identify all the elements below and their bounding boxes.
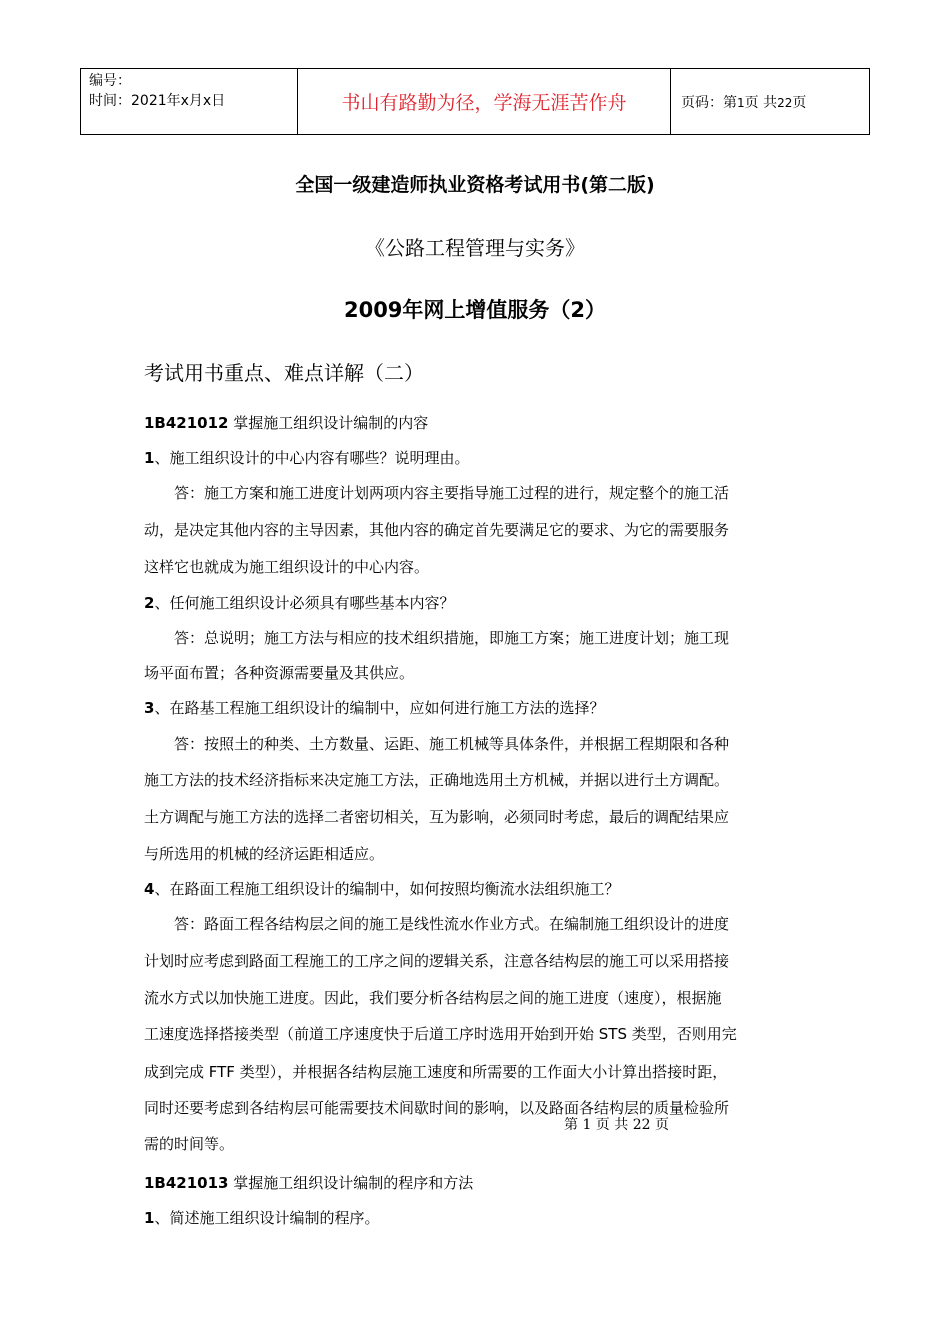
page-current: 1	[737, 95, 745, 110]
text-line	[144, 1097, 810, 1118]
section-title: 考试用书重点、难点详解（二）	[144, 361, 424, 385]
text-line	[144, 1023, 810, 1044]
text-line	[144, 697, 810, 718]
line-text: 、施工组织设计的中心内容有哪些？说明理由。	[154, 449, 470, 467]
header-page-cell	[671, 69, 870, 135]
text-line	[144, 769, 810, 790]
line-text: 、在路基工程施工组织设计的编制中，应如何进行施工方法的选择？	[154, 699, 605, 717]
text-line	[144, 878, 810, 899]
text-line	[144, 843, 810, 864]
line-text: 答：总说明；施工方法与相应的技术组织措施，即施工方案；施工进度计划；施工现	[144, 629, 730, 647]
line-text: 答：施工方案和施工进度计划两项内容主要指导施工过程的进行，规定整个的施工活	[144, 484, 730, 502]
header-meta-cell	[81, 69, 298, 135]
text-line	[144, 913, 810, 934]
line-text: 流水方式以加快施工进度。因此，我们要分析各结构层之间的施工进度（速度），根据施	[144, 989, 722, 1007]
line-text: 土方调配与施工方法的选择二者密切相关，互为影响，必须同时考虑，最后的调配结果应	[144, 808, 730, 826]
text-line	[144, 1172, 810, 1193]
line-text: 掌握施工组织设计编制的内容	[228, 414, 429, 432]
subject-title: 《公路工程管理与实务》	[365, 236, 585, 260]
text-line	[144, 950, 810, 971]
service-title: 2009年网上增值服务（2）	[343, 298, 607, 322]
page-mid: 页 共	[744, 94, 778, 111]
item-code: 1	[144, 1209, 155, 1227]
line-text: 与所选用的机械的经济运距相适应。	[144, 845, 385, 863]
line-text: 掌握施工组织设计编制的程序和方法	[228, 1174, 474, 1192]
line-text: 工速度选择搭接类型（前道工序速度快于后道工序时选用开始到开始 STS 类型，否则用完	[144, 1025, 737, 1043]
footer-page-number: 第 1 页 共 22 页	[564, 1117, 669, 1133]
item-code: 1B421013	[144, 1174, 229, 1192]
item-code: 3	[144, 699, 155, 717]
text-line	[144, 482, 810, 503]
book-title: 全国一级建造师执业资格考试用书(第二版)	[295, 174, 655, 196]
text-line	[144, 806, 810, 827]
text-line	[144, 1207, 810, 1228]
line-text: 这样它也就成为施工组织设计的中心内容。	[144, 558, 430, 576]
item-code: 4	[144, 880, 155, 898]
line-text: 需的时间等。	[144, 1135, 235, 1153]
text-line	[144, 592, 810, 613]
line-text: 、简述施工组织设计编制的程序。	[154, 1209, 380, 1227]
time-label: 时间：2021年x月x日	[89, 93, 226, 109]
line-text: 场平面布置；各种资源需要量及其供应。	[144, 664, 415, 682]
text-line	[144, 556, 810, 577]
line-text: 同时还要考虑到各结构层可能需要技术间歇时间的影响，以及路面各结构层的质量检验所	[144, 1099, 730, 1117]
page-prefix: 页码：第	[681, 94, 737, 111]
page-total: 22	[777, 95, 793, 110]
text-line	[144, 662, 810, 683]
motto: 书山有路勤为径，学海无涯苦作舟	[298, 69, 671, 135]
text-line	[144, 1061, 810, 1082]
text-line	[144, 627, 810, 648]
text-line	[144, 1133, 810, 1154]
page-suffix: 页	[792, 94, 807, 111]
line-text: 施工方法的技术经济指标来决定施工方法，正确地选用土方机械，并据以进行土方调配。	[144, 771, 730, 789]
line-text: 、任何施工组织设计必须具有哪些基本内容？	[154, 594, 455, 612]
line-text: 答：按照土的种类、土方数量、运距、施工机械等具体条件，并根据工程期限和各种	[144, 735, 730, 753]
text-line	[144, 519, 810, 540]
line-text: 计划时应考虑到路面工程施工的工序之间的逻辑关系，注意各结构层的施工可以采用搭接	[144, 952, 730, 970]
line-text: 、在路面工程施工组织设计的编制中，如何按照均衡流水法组织施工？	[154, 880, 620, 898]
item-code: 1	[144, 449, 155, 467]
text-line	[144, 733, 810, 754]
number-label: 编号：	[89, 73, 131, 89]
item-code: 2	[144, 594, 155, 612]
header-table	[80, 68, 870, 135]
line-text: 答：路面工程各结构层之间的施工是线性流水作业方式。在编制施工组织设计的进度	[144, 915, 730, 933]
text-line	[144, 447, 810, 468]
text-line	[144, 987, 810, 1008]
text-line	[144, 412, 810, 433]
line-text: 成到完成 FTF 类型），并根据各结构层施工速度和所需要的工作面大小计算出搭接时距，	[144, 1063, 728, 1081]
line-text: 动，是决定其他内容的主导因素，其他内容的确定首先要满足它的要求、为它的需要服务	[144, 521, 730, 539]
item-code: 1B421012	[144, 414, 229, 432]
